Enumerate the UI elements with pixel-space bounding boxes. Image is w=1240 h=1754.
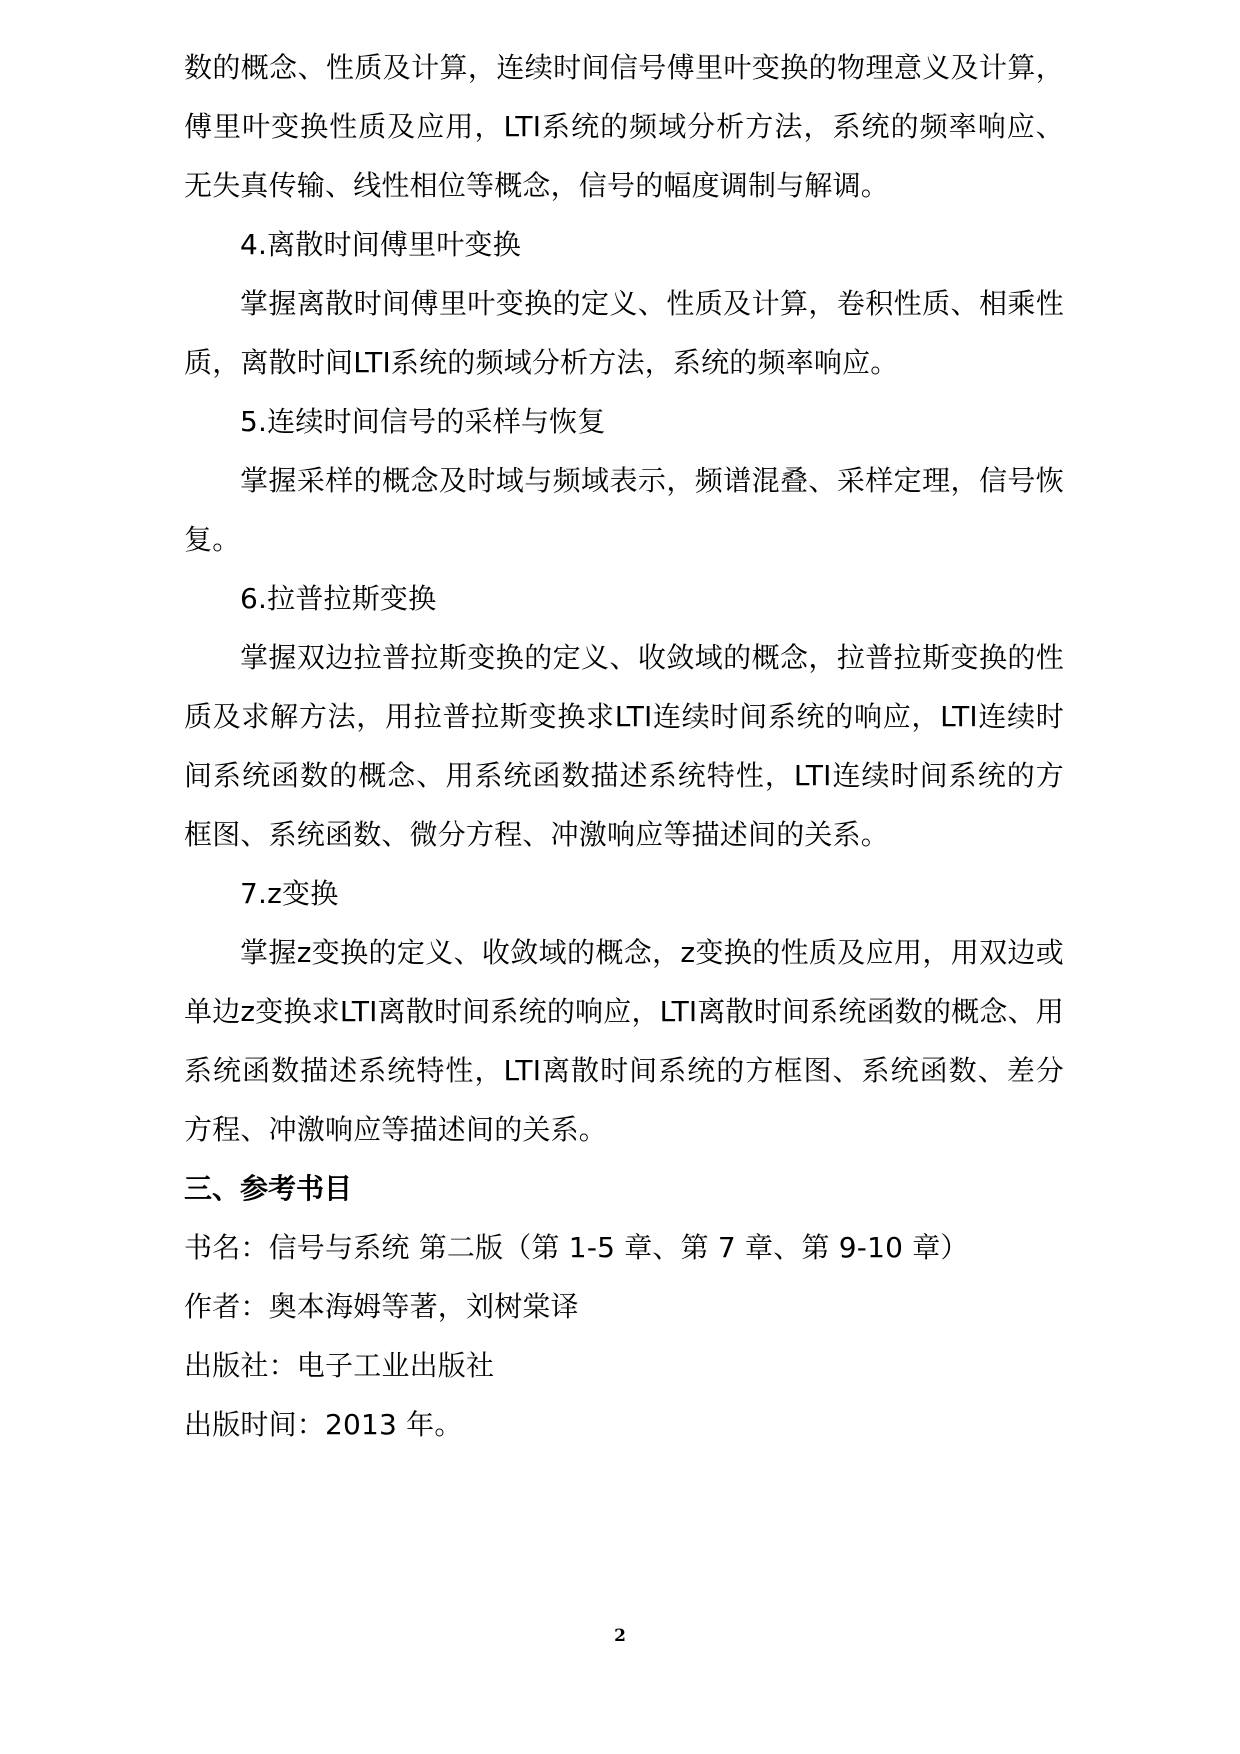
- section-5-title: 5.连续时间信号的采样与恢复: [240, 405, 606, 438]
- section-7-title: 7.z变换: [240, 877, 339, 910]
- page-number: 2: [614, 1626, 626, 1646]
- section-6-body: 掌握双边拉普拉斯变换的定义、收敛域的概念，拉普拉斯变换的性质及求解方法，用拉普拉斯变换求LTI连续时间系统的响应，LTI连续时间系统函数的概念、用系统函数描述系统特性，LTI连续时间系统的方框图、系统函数、微分方程、冲激响应等描述间的关系。: [184, 641, 1064, 851]
- section-5-body: 掌握采样的概念及时域与频域表示，频谱混叠、采样定理，信号恢复。: [184, 464, 1064, 556]
- reference-author: 作者：奥本海姆等著，刘树棠译: [184, 1290, 579, 1323]
- reference-publisher: 出版社：电子工业出版社: [184, 1349, 495, 1382]
- section-6-title: 6.拉普拉斯变换: [240, 582, 437, 615]
- reference-date: 出版时间：2013 年。: [184, 1408, 463, 1441]
- paragraph-continuation: 数的概念、性质及计算，连续时间信号傅里叶变换的物理意义及计算，傅里叶变换性质及应用，LTI系统的频域分析方法，系统的频率响应、无失真传输、线性相位等概念，信号的幅度调制与解调。: [184, 51, 1064, 202]
- section-7-body: 掌握z变换的定义、收敛域的概念，z变换的性质及应用，用双边或单边z变换求LTI离散时间系统的响应，LTI离散时间系统函数的概念、用系统函数描述系统特性，LTI离散时间系统的方框图、系统函数、差分方程、冲激响应等描述间的关系。: [184, 936, 1064, 1146]
- section-4-body: 掌握离散时间傅里叶变换的定义、性质及计算，卷积性质、相乘性质，离散时间LTI系统的频域分析方法，系统的频率响应。: [184, 287, 1064, 379]
- page-content: [184, 38, 1064, 1454]
- references-heading: 三、参考书目: [184, 1172, 353, 1205]
- section-4-title: 4.离散时间傅里叶变换: [240, 228, 521, 261]
- reference-book: 书名：信号与系统 第二版（第 1-5 章、第 7 章、第 9-10 章）: [184, 1231, 969, 1264]
